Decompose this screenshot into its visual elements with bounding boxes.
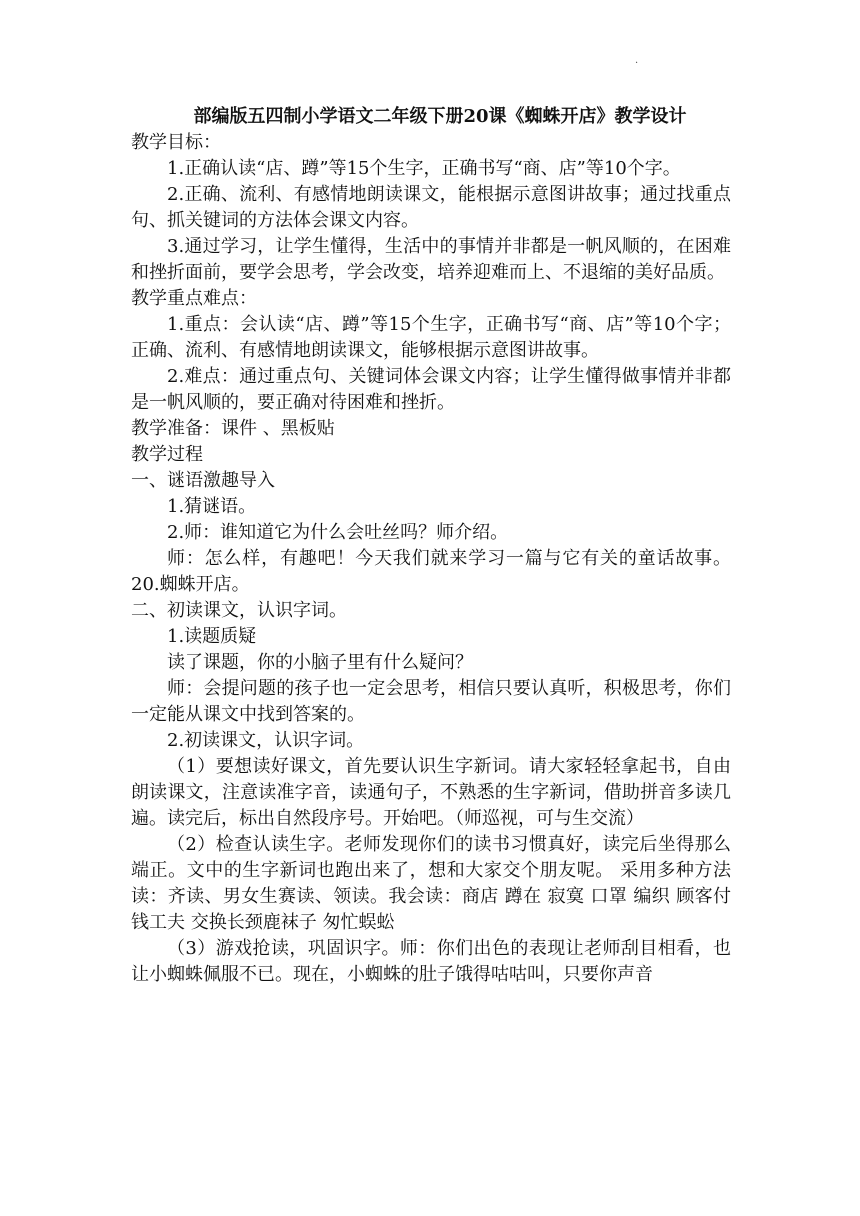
paragraph-teacher-intro: 师：怎么样，有趣吧！今天我们就来学习一篇与它有关的童话故事。20.蜘蛛开店。 xyxy=(131,548,731,595)
paragraph-step-2: （2）检查认读生字。老师发现你们的读书习惯真好，读完后坐得那么端正。文中的生字新词也跑出来了，想和大家交个朋友呢。 采用多种方法读：齐读、男女生赛读、领读。我会读：商店 蹲在 寂寞 口罩 编织 顾客付钱工夫 交换长颈鹿袜子 匆忙蜈蚣 xyxy=(131,834,731,933)
section-heading-key-points: 教学重点难点： xyxy=(131,288,257,309)
document-body xyxy=(131,130,731,988)
paragraph-riddle: 1.猜谜语。 xyxy=(167,496,257,517)
section-heading-part-2: 二、初读课文，认识字词。 xyxy=(131,600,347,621)
paragraph-question: 读了课题，你的小脑子里有什么疑问？ xyxy=(167,652,473,673)
section-heading-part-1: 一、谜语激趣导入 xyxy=(131,470,275,491)
paragraph-read-title: 1.读题质疑 xyxy=(167,626,257,647)
paragraph-key-point: 1.重点：会认读“店、蹲”等15个生字，正确书写“商、店”等10个字；正确、流利、有感情地朗读课文，能够根据示意图讲故事。 xyxy=(131,314,731,361)
section-heading-goals: 教学目标： xyxy=(131,132,221,153)
paragraph-preparation: 教学准备：课件 、黑板贴 xyxy=(131,418,335,439)
section-heading-process: 教学过程 xyxy=(131,444,203,465)
document-title: 部编版五四制小学语文二年级下册20课《蜘蛛开店》教学设计 xyxy=(193,106,687,127)
paragraph-difficulty: 2.难点：通过重点句、关键词体会课文内容；让学生懂得做事情并非都是一帆风顺的，要正确对待困难和挫折。 xyxy=(131,366,731,413)
paragraph-goal-2: 2.正确、流利、有感情地朗读课文，能根据示意图讲故事；通过找重点句、抓关键词的方法体会课文内容。 xyxy=(131,184,731,231)
paragraph-teacher-encourage: 师：会提问题的孩子也一定会思考，相信只要认真听，积极思考，你们一定能从课文中找到答案的。 xyxy=(131,678,731,725)
paragraph-goal-1: 1.正确认读“店、蹲”等15个生字，正确书写“商、店”等10个字。 xyxy=(167,158,681,179)
paragraph-first-reading: 2.初读课文，认识字词。 xyxy=(167,730,365,751)
paragraph-step-3: （3）游戏抢读，巩固识字。师：你们出色的表现让老师刮目相看，也让小蜘蛛佩服不已。现在，小蜘蛛的肚子饿得咕咕叫，只要你声音 xyxy=(131,938,731,985)
header-dot: · xyxy=(635,58,639,69)
paragraph-teacher-question: 2.师：谁知道它为什么会吐丝吗？师介绍。 xyxy=(167,522,509,543)
paragraph-goal-3: 3.通过学习，让学生懂得，生活中的事情并非都是一帆风顺的，在困难和挫折面前，要学会思考，学会改变，培养迎难而上、不退缩的美好品质。 xyxy=(131,236,731,283)
paragraph-step-1: （1）要想读好课文，首先要认识生字新词。请大家轻轻拿起书，自由朗读课文，注意读准字音，读通句子，不熟悉的生字新词，借助拼音多读几遍。读完后，标出自然段序号。开始吧。（师巡视，可与生交流） xyxy=(131,756,731,829)
